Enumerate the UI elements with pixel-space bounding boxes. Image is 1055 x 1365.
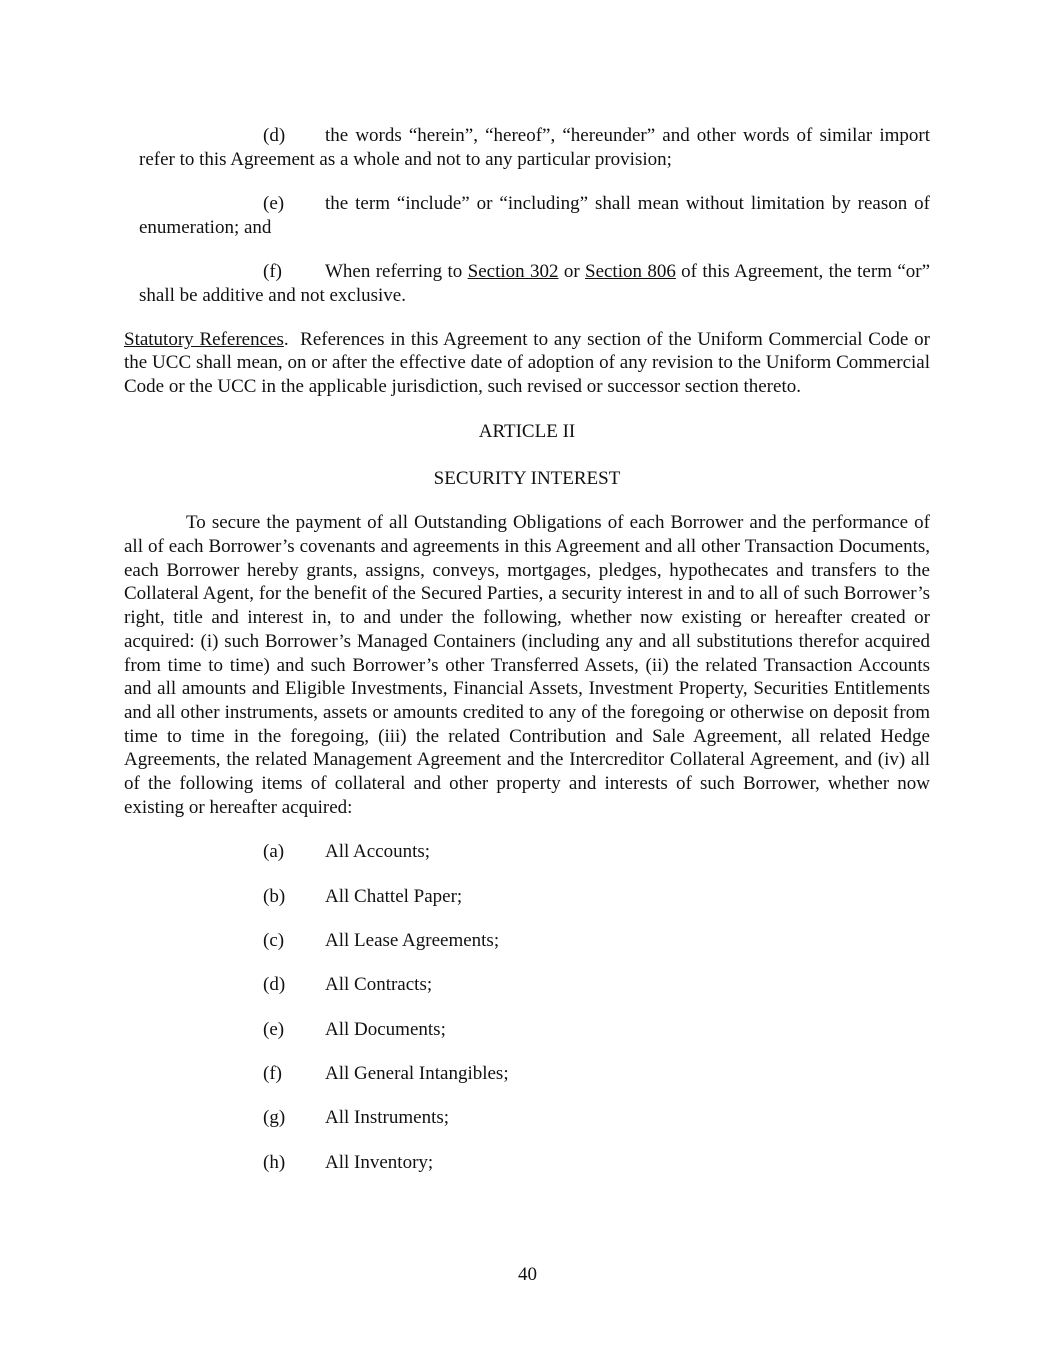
list-item: [124, 1106, 930, 1130]
list-item: [124, 885, 930, 909]
article-number: ARTICLE II: [478, 420, 576, 442]
statutory-period: .: [283, 328, 289, 350]
statutory-references-paragraph: [124, 328, 935, 399]
statutory-body: References in this Agreement to any section of the Uniform Commercial Code or the UCC shall mean, on or after the effective date of adoption of any revision to the Uniform Commercial Code or the UCC in the applicable jurisdiction, such revised or successor section thereto.: [124, 328, 935, 398]
subclause-f: [139, 260, 930, 307]
list-item-label: (f): [263, 1063, 282, 1084]
list-item-text: All Contracts;: [325, 974, 433, 996]
section-302-reference: Section 302: [467, 260, 559, 282]
list-item: [124, 840, 930, 864]
list-item-text: All Accounts;: [325, 841, 431, 863]
list-item-label: (h): [263, 1151, 286, 1173]
list-item: [124, 1062, 930, 1086]
list-item-label: (a): [263, 841, 285, 863]
list-item: [124, 1018, 930, 1042]
list-item-label: (e): [263, 1018, 285, 1040]
list-item-text: All Inventory;: [325, 1151, 434, 1173]
subclause-label: (d): [263, 125, 286, 146]
list-item-label: (b): [263, 885, 286, 907]
subclause-text-before: When referring to: [325, 260, 468, 282]
statutory-references-heading: Statutory References: [124, 328, 284, 350]
section-806-reference: Section 806: [585, 260, 676, 282]
subclause-e: [139, 192, 930, 239]
list-item-text: All Documents;: [325, 1018, 446, 1040]
list-item-label: (d): [263, 974, 286, 996]
subclause-text-mid: or: [558, 260, 585, 282]
list-item: [124, 973, 930, 997]
list-item-label: (c): [263, 929, 285, 951]
subclause-text-after: of this Agreement, the term “or” shall be additive and not exclusive.: [139, 260, 931, 306]
list-item-label: (g): [263, 1107, 286, 1129]
collateral-list: [124, 840, 930, 1174]
list-item-text: All General Intangibles;: [325, 1063, 509, 1084]
subclause-label: (f): [263, 260, 282, 282]
subclause-d: [139, 124, 930, 171]
article-title: SECURITY INTEREST: [433, 467, 621, 489]
list-item-text: All Chattel Paper;: [325, 885, 463, 907]
list-item: [124, 1151, 930, 1175]
subclause-label: (e): [263, 192, 285, 214]
list-item: [124, 929, 930, 953]
subclause-text: the term “include” or “including” shall mean without limitation by reason of enumeration; and: [139, 192, 930, 238]
list-item-text: All Instruments;: [325, 1107, 450, 1129]
security-interest-paragraph: To secure the payment of all Outstanding Obligations of each Borrower and the performance of all of each Borrower’s covenants and agreements in this Agreement and all other Transaction Documents, each Borrower hereby grants, assigns, conveys, mortgages, pledges, hypothecates and transfers to the Collateral Agent, for the benefit of the Secured Parties, a security interest in and to all of such Borrower’s right, title and interest in, to and under the following, whether now existing or hereafter created or acquired: (i) such Borrower’s Managed Containers (including any and all substitutions therefor acquired from time to time) and such Borrower’s other Transferred Assets, (ii) the related Transaction Accounts and all amounts and Eligible Investments, Financial Assets, Investment Property, Securities Entitlements and all other instruments, assets or amounts credited to any of the foregoing or otherwise on deposit from time to time in the foregoing, (iii) the related Contribution and Sale Agreement, all related Hedge Agreements, the related Management Agreement and the Intercreditor Collateral Agreement, and (iv) all of the following items of collateral and other property and interests of such Borrower, whether now existing or hereafter acquired:: [124, 512, 930, 818]
document-page: [124, 124, 935, 1174]
page-number: 40: [518, 1264, 537, 1285]
subclause-text: the words “herein”, “hereof”, “hereunder” and other words of similar import refer to this Agreement as a whole and not to any particular provision;: [139, 125, 930, 170]
list-item-text: All Lease Agreements;: [325, 929, 500, 951]
